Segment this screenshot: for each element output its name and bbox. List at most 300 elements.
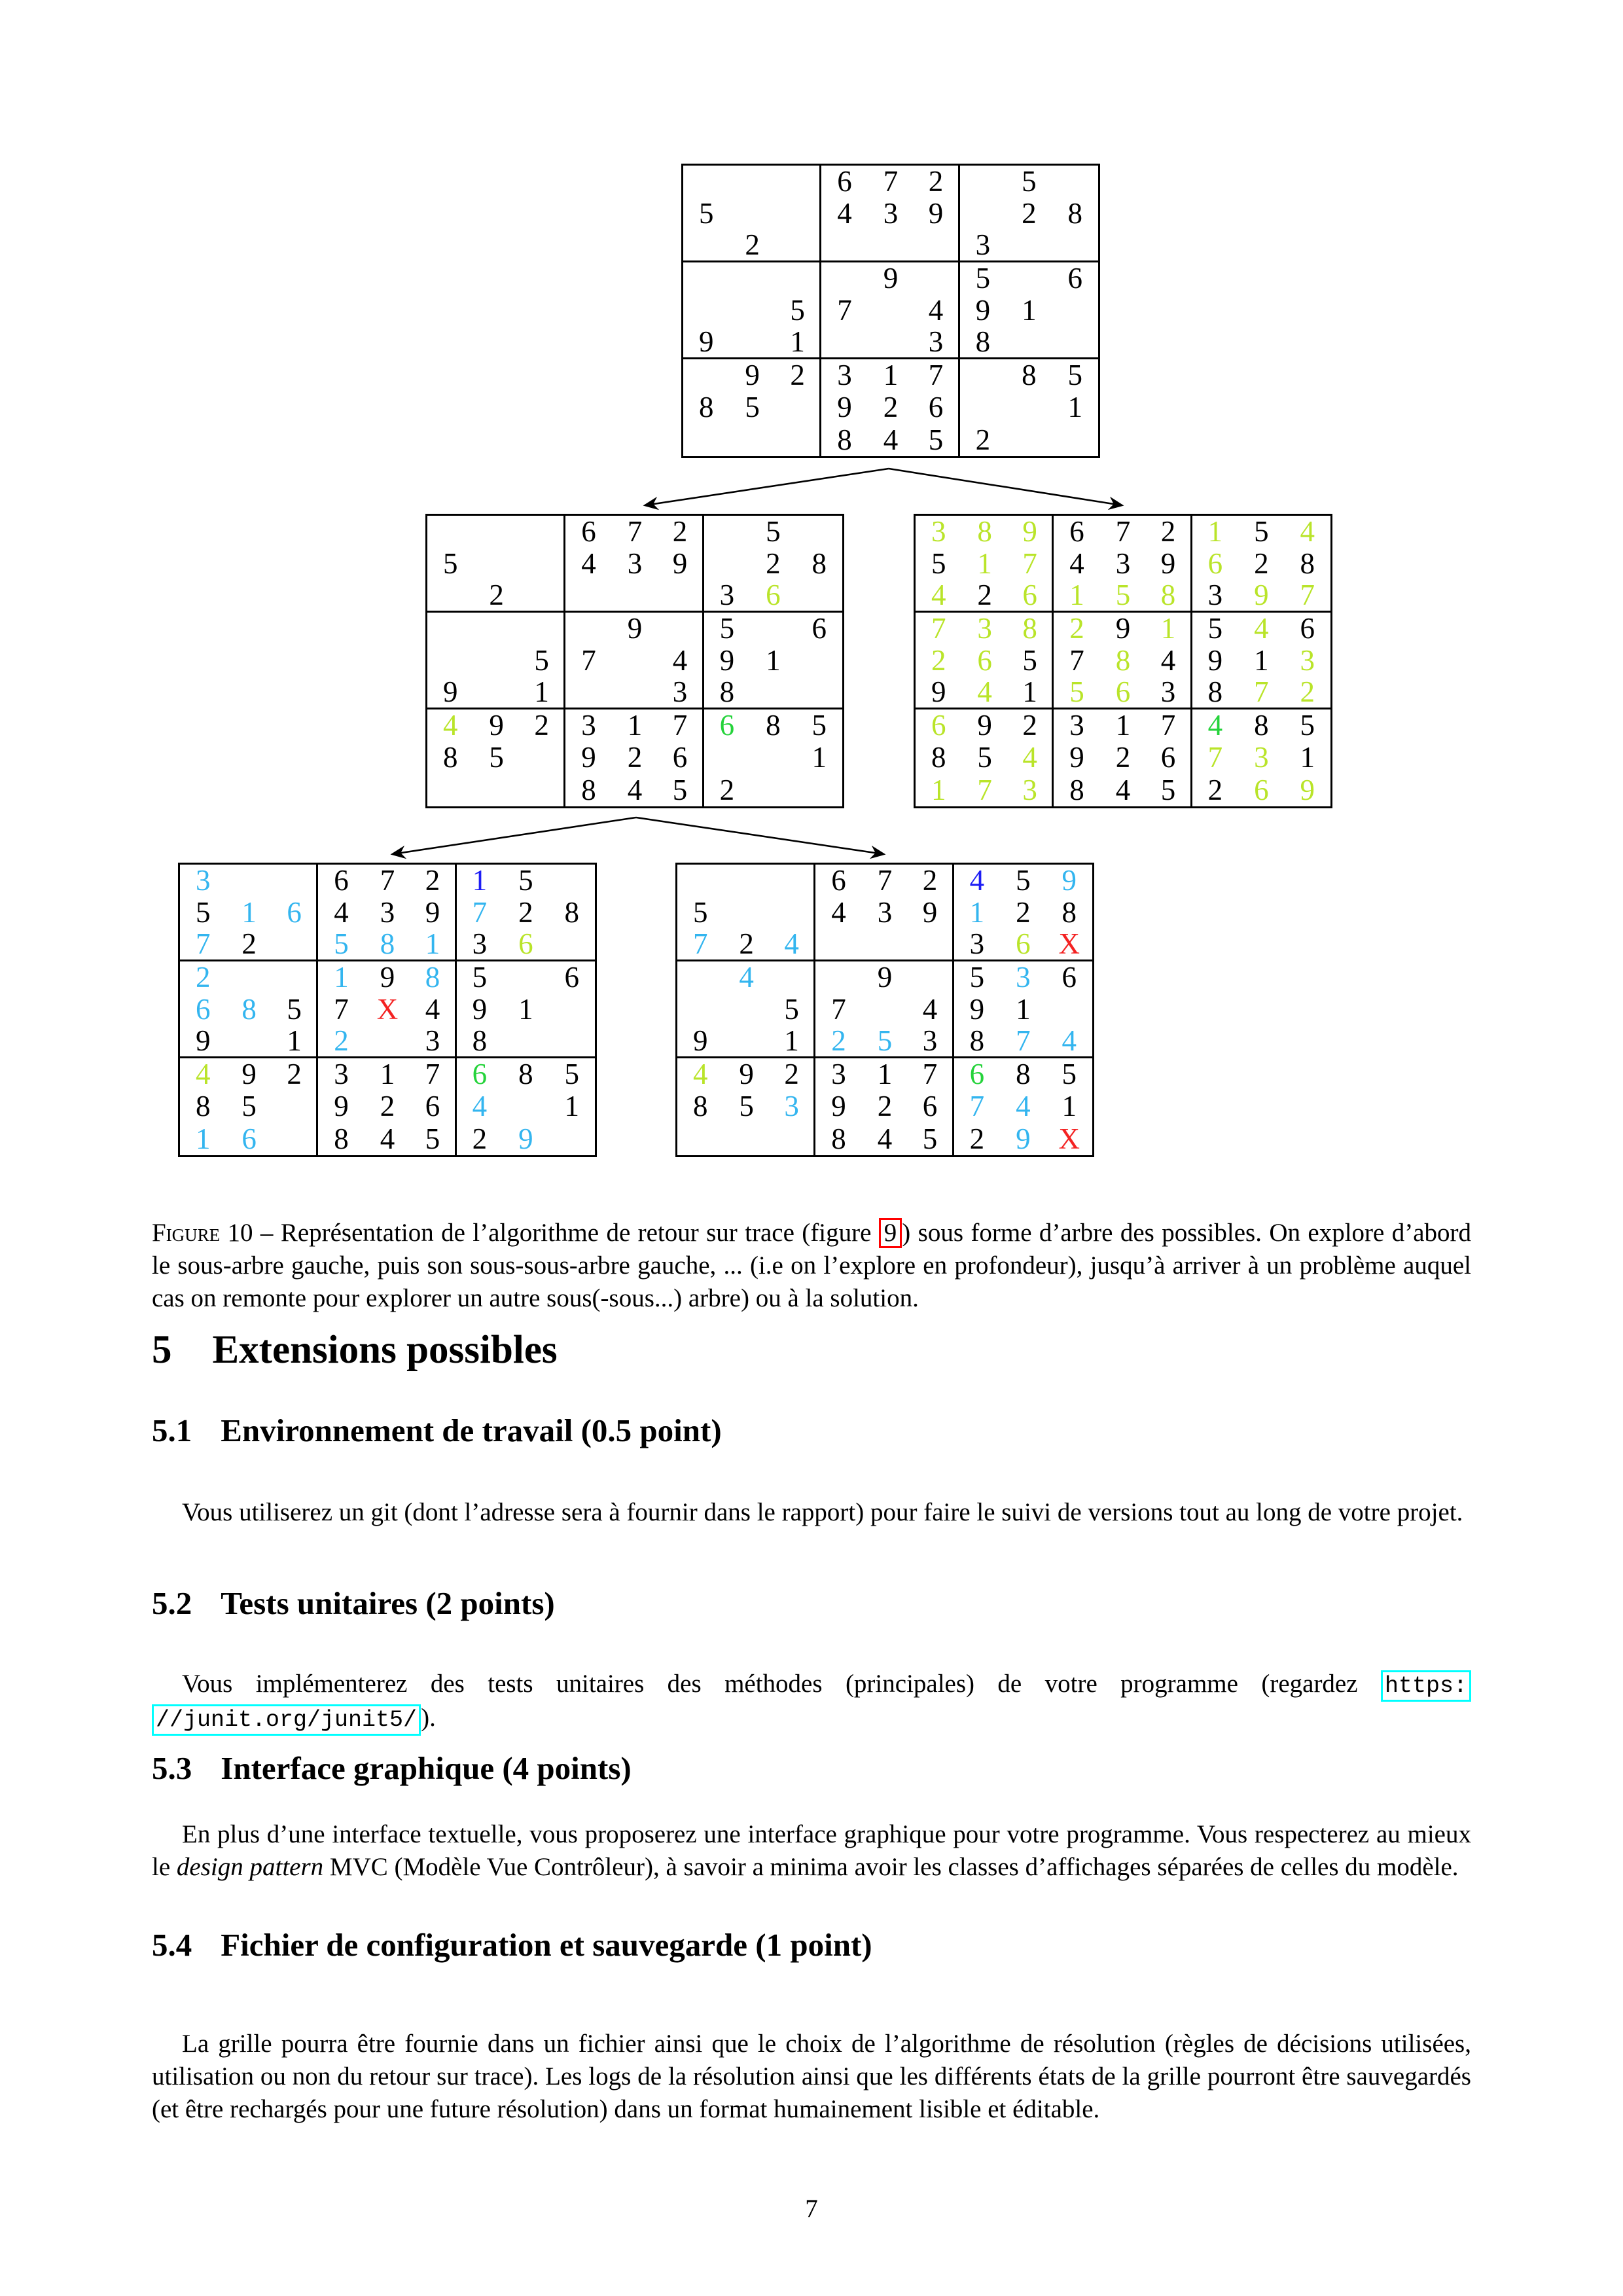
sudoku-cell: 9 [241,1058,257,1091]
sudoku-cell [677,994,723,1026]
figure-caption-label: Figure 10 – [152,1219,274,1247]
sudoku-cell: 1 [1300,741,1315,774]
sudoku-cell: 5 [977,741,992,774]
sudoku-cell [776,230,821,262]
sudoku-cell: 7 [1146,709,1192,742]
sudoku-cell [473,677,519,709]
sudoku-cell: 9 [1061,864,1077,897]
sudoku-cell [683,295,729,327]
sudoku-cell [796,774,842,806]
sudoku-cell: 9 [683,327,729,359]
sudoku-cell: 7 [837,294,852,327]
sudoku-cell: 9 [975,294,991,327]
figure-caption-text-before: Représentation de l’algorithme de retour sur trace (figure [273,1219,879,1247]
sudoku-cell: 6 [837,165,852,198]
sudoku-cell: 9 [1238,581,1284,613]
sudoku-cell: 8 [1061,896,1077,929]
sudoku-grid-grandchild-right [675,863,1094,1157]
sudoku-cell [1052,295,1098,327]
sudoku-cell: 5 [975,262,991,295]
sudoku-cell: 8 [831,1122,846,1155]
sudoku-cell: 5 [272,994,318,1026]
subsection-title: Fichier de configuration et sauvegarde (1 point) [221,1927,872,1963]
sudoku-cell: 8 [1067,197,1083,230]
sudoku-cell: 6 [581,515,596,548]
sudoku-cell: 8 [241,993,257,1026]
sudoku-cell: 6 [472,1058,488,1091]
sudoku-cell: 2 [914,166,959,198]
sudoku-cell: 1 [520,677,565,709]
sudoku-cell [960,166,1006,198]
sudoku-cell: 3 [883,197,899,230]
sudoku-cell: 2 [518,896,533,929]
sudoku-cell: 8 [1069,773,1084,806]
sudoku-cell: 2 [1254,547,1269,581]
sudoku-cell: 2 [1146,516,1192,548]
sudoku-cell [683,166,729,198]
sudoku-cell: 9 [977,709,992,742]
sudoku-cell: 2 [472,1122,488,1155]
sudoku-cell [729,424,775,456]
sudoku-cell: 5 [719,612,735,645]
sudoku-cell: 6 [1000,929,1046,961]
sudoku-cell: 6 [812,612,827,645]
sudoku-cell: 7 [1238,677,1284,709]
sudoku-cell [796,516,842,548]
sudoku-cell: 1 [195,1122,211,1155]
sudoku-cell: 2 [1069,612,1084,645]
sudoku-cell: 2 [908,865,954,897]
sudoku-cell: 3 [914,327,959,359]
sudoku-cell: 5 [1067,359,1083,392]
sudoku-cell: 5 [410,1123,456,1155]
sudoku-cell: 5 [812,709,827,742]
sudoku-cell: 2 [1207,773,1223,806]
sudoku-cell [868,327,914,359]
sudoku-cell: 6 [1300,612,1315,645]
figure-caption-text-after: ) sous forme d’arbre des possibles. On explore d’abord le sous-arbre gauche, puis son sous-sous-arbre gauche, ... (i.e on l’explore en profondeur), jusqu’à arriver à un problème auquel cas on remonte pour explorer un autre sous(-sous...) arbre) ou à la solution. [152,1219,1471,1312]
sudoku-cell: 6 [1254,773,1269,806]
sudoku-cell: 6 [1146,742,1192,774]
sudoku-cell: 3 [581,709,596,742]
sudoku-cell [1052,166,1098,198]
sudoku-cell [473,548,519,580]
sudoku-cell [770,865,815,897]
sudoku-cell: 8 [1146,581,1192,613]
sudoku-cell: 3 [195,864,211,897]
sudoku-cell: 8 [698,391,714,424]
sudoku-cell: 1 [1054,581,1099,613]
sudoku-cell: 4 [627,773,643,806]
sudoku-cell: 9 [1008,516,1054,548]
sudoku-cell: 2 [473,581,519,613]
sudoku-cell [704,742,750,774]
sudoku-cell: 9 [916,677,961,709]
sudoku-cell: 5 [472,961,488,994]
sudoku-cell [960,359,1006,391]
sudoku-cell: 3 [334,1058,349,1091]
sudoku-cell: 4 [1254,612,1269,645]
sudoku-cell: 5 [698,197,714,230]
sudoku-cell [473,613,519,645]
sudoku-cell [750,774,796,806]
sudoku-cell [770,961,815,994]
sudoku-cell [565,677,611,709]
sudoku-cell: 5 [1054,677,1099,709]
sudoku-cell: 3 [1008,774,1054,806]
sudoku-cell [868,295,914,327]
sudoku-cell: 8 [457,1026,503,1058]
junit-url-link-part1[interactable]: https: [1381,1670,1471,1702]
sudoku-cell: 4 [1115,773,1131,806]
sudoku-cell: 2 [658,516,704,548]
sudoku-cell [427,774,473,806]
sudoku-cell: 2 [729,230,775,262]
sudoku-cell [1006,230,1052,262]
sudoku-cell [565,581,611,613]
sudoku-cell [960,391,1006,423]
sudoku-cell [272,1123,318,1155]
sudoku-cell: 2 [961,581,1007,613]
sudoku-cell [729,327,775,359]
sudoku-cell: 6 [195,993,211,1026]
sudoku-cell: 8 [1008,613,1054,645]
sudoku-cell: 4 [739,961,754,994]
sudoku-cell: 5 [931,547,946,581]
sudoku-cell [427,613,473,645]
sudoku-cell [226,1026,272,1058]
sudoku-cell: 8 [960,327,1006,359]
page-number: 7 [805,2195,818,2223]
sudoku-cell: 8 [1300,547,1315,581]
sudoku-cell: 9 [969,993,985,1026]
sudoku-cell [683,424,729,456]
sudoku-cell [658,613,704,645]
paragraph-5-3 [152,1818,1471,1884]
sudoku-cell: 1 [410,929,456,961]
sudoku-cell: 3 [627,547,643,581]
sudoku-cell [272,1090,318,1122]
sudoku-cell: 8 [1254,709,1269,742]
sudoku-cell [815,929,861,961]
sudoku-cell [427,516,473,548]
sudoku-cell [776,391,821,423]
sudoku-cell: 6 [1061,961,1077,994]
sudoku-cell: 5 [1254,515,1269,548]
sudoku-cell: 5 [489,741,504,774]
sudoku-cell: 6 [1069,515,1084,548]
sudoku-cell: 8 [837,423,852,456]
sudoku-cell: 5 [1146,774,1192,806]
sudoku-cell: 3 [1254,741,1269,774]
subsection-number: 5.3 [152,1750,192,1786]
sudoku-cell: 6 [503,929,548,961]
sudoku-cell: 2 [380,1090,395,1123]
sudoku-cell: 5 [862,1026,908,1058]
sudoku-cell: 1 [877,1058,893,1091]
sudoku-cell: 6 [908,1090,954,1122]
sudoku-cell: 9 [745,359,760,392]
sudoku-cell: 8 [1115,644,1131,677]
sudoku-cell: 4 [472,1090,488,1123]
sudoku-cell [272,961,318,994]
sudoku-cell: 5 [908,1123,954,1155]
sudoku-cell: 4 [410,994,456,1026]
sudoku-cell [1046,994,1092,1026]
sudoku-cell: 7 [677,929,723,961]
sudoku-cell: 3 [1300,644,1315,677]
sudoku-cell: 2 [318,1026,364,1058]
sudoku-cell: 3 [770,1090,815,1122]
sudoku-cell [815,961,861,994]
sudoku-cell: 8 [954,1026,1000,1058]
sudoku-cell: 3 [831,1058,846,1091]
sudoku-cell: 5 [776,295,821,327]
sudoku-cell: 6 [977,644,992,677]
sudoku-cell [821,230,867,262]
sudoku-cell: 4 [914,295,959,327]
sudoku-cell: 5 [318,929,364,961]
sudoku-cell: 2 [226,929,272,961]
sudoku-cell: 5 [442,547,458,581]
sudoku-cell: 1 [1254,644,1269,677]
paragraph-text: En plus d’une interface textuelle, vous proposerez une interface graphique pour votre programme. Vous respecterez au mieux le [152,1820,1471,1881]
sudoku-cell: 5 [1022,165,1037,198]
sudoku-cell: 5 [1008,645,1054,677]
sudoku-cell: 7 [180,929,226,961]
sudoku-cell [520,516,565,548]
sudoku-cell [796,677,842,709]
sudoku-cell: 8 [977,515,992,548]
sudoku-cell [565,613,611,645]
sudoku-cell: 4 [908,994,954,1026]
sudoku-cell: 9 [334,1090,349,1123]
sudoku-cell [776,198,821,230]
sudoku-cell: 6 [914,391,959,423]
sudoku-cell [729,166,775,198]
sudoku-cell: 5 [745,391,760,424]
sudoku-cell [520,548,565,580]
sudoku-cell [776,424,821,456]
sudoku-cell: 4 [1146,645,1192,677]
sudoku-cell [677,1123,723,1155]
sudoku-cell: 1 [1115,709,1131,742]
sudoku-cell: 1 [1022,294,1037,327]
sudoku-cell: 1 [518,993,533,1026]
sudoku-cell: 5 [520,645,565,677]
sudoku-cell [226,865,272,897]
sudoku-cell: 7 [581,644,596,677]
sudoku-cell: 9 [877,961,893,994]
sudoku-cell: 6 [1100,677,1146,709]
sudoku-cell: 7 [1207,741,1223,774]
sudoku-cell: 6 [1207,547,1223,581]
sudoku-cell [796,645,842,677]
subsection-heading-5-4 [152,1926,872,1964]
sudoku-cell [729,295,775,327]
sudoku-cell: 9 [427,677,473,709]
sudoku-cell: 2 [1008,709,1054,742]
sudoku-cell [729,262,775,295]
sudoku-cell: 2 [410,865,456,897]
sudoku-cell [503,1026,548,1058]
sudoku-cell: 3 [380,896,395,929]
junit-url-link-part2[interactable]: //junit.org/junit5/ [152,1704,421,1736]
sudoku-cell: 4 [883,423,899,456]
sudoku-grid-grandchild-left [178,863,597,1157]
sudoku-cell: 3 [1069,709,1084,742]
sudoku-cell: 4 [961,677,1007,709]
sudoku-cell [503,1090,548,1122]
sudoku-cell: 7 [658,709,704,742]
sudoku-cell: 5 [1300,709,1315,742]
sudoku-cell: 2 [520,709,565,742]
sudoku-cell: 1 [334,961,349,994]
sudoku-cell: 2 [1285,677,1330,709]
sudoku-cell: 6 [969,1058,985,1091]
section-heading-5 [152,1327,558,1373]
sudoku-cell: 1 [776,327,821,359]
sudoku-cell: 8 [334,1122,349,1155]
sudoku-cell [1006,424,1052,456]
sudoku-cell: 6 [1067,262,1083,295]
sudoku-cell: 8 [195,1090,211,1123]
sudoku-cell: 8 [365,929,410,961]
sudoku-grid-right-child [914,514,1332,808]
sudoku-cell: 9 [380,961,395,994]
sudoku-cell [914,230,959,262]
sudoku-cell [1006,327,1052,359]
sudoku-cell: 4 [770,929,815,961]
sudoku-cell: 7 [472,896,488,929]
sudoku-cell [612,645,658,677]
sudoku-cell: 4 [1008,742,1054,774]
sudoku-cell: 5 [914,424,959,456]
sudoku-cell: 4 [195,1058,211,1091]
sudoku-cell: 1 [766,644,781,677]
sudoku-cell: 9 [627,612,643,645]
sudoku-cell: 6 [241,1122,257,1155]
sudoku-cell: 2 [1022,197,1037,230]
sudoku-cell: 2 [776,359,821,391]
sudoku-cell: 8 [564,896,580,929]
sudoku-cell [1006,391,1052,423]
sudoku-cell: 1 [931,773,946,806]
sudoku-cell: 9 [658,548,704,580]
sudoku-cell: 4 [442,709,458,742]
subsection-heading-5-2 [152,1585,555,1622]
sudoku-cell: 7 [1115,515,1131,548]
sudoku-cell: 4 [831,896,846,929]
sudoku-cell: 8 [518,1058,533,1091]
sudoku-cell [723,994,769,1026]
sudoku-cell: 9 [837,391,852,424]
figure-ref-link[interactable]: 9 [879,1218,902,1248]
sudoku-cell: 3 [960,230,1006,262]
sudoku-cell: 8 [692,1090,708,1123]
sudoku-cell: 5 [195,896,211,929]
sudoku-cell [750,677,796,709]
sudoku-cell: 1 [812,741,827,774]
sudoku-cell: 9 [581,741,596,774]
sudoku-cell: 1 [1146,613,1192,645]
subsection-title: Interface graphique (4 points) [221,1750,632,1786]
sudoku-cell: 9 [883,262,899,295]
sudoku-cell: 2 [766,547,781,581]
sudoku-cell [677,865,723,897]
sudoku-cell [704,516,750,548]
sudoku-cell: 8 [812,547,827,581]
sudoku-cell: 7 [877,864,893,897]
sudoku-cell: 9 [518,1122,533,1155]
sudoku-cell [704,548,750,580]
sudoku-cell [549,865,595,897]
sudoku-cell: 7 [969,1090,985,1123]
sudoku-cell [770,897,815,929]
sudoku-cell: 8 [1022,359,1037,392]
sudoku-cell: 5 [518,864,533,897]
sudoku-cell: 4 [1016,1090,1031,1123]
sudoku-cell: 7 [883,165,899,198]
paragraph-5-4: La grille pourra être fournie dans un fichier ainsi que le choix de l’algorithme de résolution (règles de décisions utilisées, utilisation ou non du retour sur trace). Les logs de la résolution ainsi que les différents états de la grille pourront être sauvegardés (et être rechargés pour une future résolution) dans un format humainement lisible et éditable. [152,2030,1471,2123]
sudoku-cell: 2 [770,1058,815,1090]
sudoku-cell: 8 [410,961,456,994]
sudoku-cell: 1 [241,896,257,929]
sudoku-cell: 4 [969,864,985,897]
sudoku-cell: 7 [1285,581,1330,613]
subsection-title: Tests unitaires (2 points) [221,1585,555,1621]
sudoku-cell: 2 [195,961,211,994]
design-pattern-emphasis: design pattern [176,1853,324,1881]
sudoku-cell [549,994,595,1026]
sudoku-cell [821,262,867,295]
sudoku-cell: 5 [241,1090,257,1123]
sudoku-cell: 1 [1207,515,1223,548]
sudoku-cell [1052,230,1098,262]
sudoku-cell: 4 [1300,515,1315,548]
sudoku-cell: 7 [977,773,992,806]
sudoku-cell: 5 [692,896,708,929]
sudoku-cell [272,929,318,961]
sudoku-cell [520,581,565,613]
sudoku-cell [723,865,769,897]
sudoku-cell [549,1026,595,1058]
sudoku-cell [723,1123,769,1155]
sudoku-cell [729,198,775,230]
sudoku-cell: 2 [272,1058,318,1090]
sudoku-cell [683,359,729,391]
sudoku-cell: 5 [658,774,704,806]
sudoku-cell [473,516,519,548]
sudoku-cell: 6 [658,742,704,774]
sudoku-cell: 2 [627,741,643,774]
sudoku-cell [612,677,658,709]
sudoku-cell: 8 [1192,677,1238,709]
sudoku-cell: 2 [877,1090,893,1123]
sudoku-cell [612,581,658,613]
sudoku-cell [770,1123,815,1155]
sudoku-cell: 9 [739,1058,754,1091]
sudoku-cell: 7 [908,1058,954,1090]
sudoku-cell: 3 [977,612,992,645]
sudoku-cell: 2 [1115,741,1131,774]
sudoku-cell: 9 [180,1026,226,1058]
sudoku-cell: 8 [704,677,750,709]
sudoku-cell [960,198,1006,230]
sudoku-cell [1052,327,1098,359]
sudoku-cell: 1 [1008,677,1054,709]
subsection-heading-5-3 [152,1749,632,1787]
